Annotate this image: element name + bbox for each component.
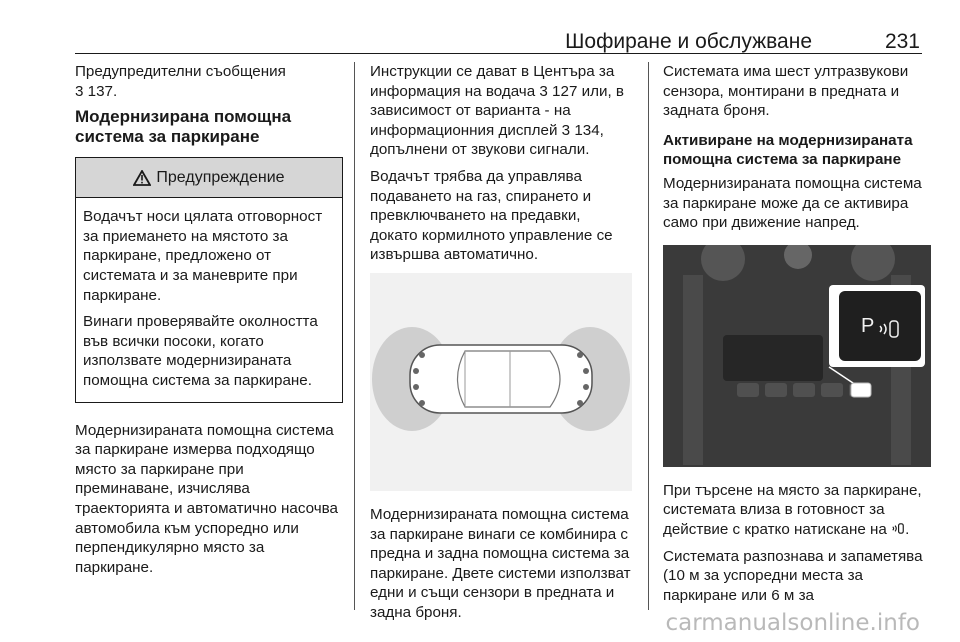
paragraph-text: При търсене на място за паркиране, системата влиза в готовност за действие с кратко натискане на — [663, 481, 922, 538]
heading-line-1: Активиране на модернизираната — [663, 131, 913, 149]
column-2 — [370, 62, 632, 630]
column-divider — [648, 62, 649, 610]
heading-line-2: система за паркиране — [75, 127, 260, 147]
subsection-heading — [663, 131, 931, 170]
heading-line-1: Модернизирана помощна — [75, 107, 292, 127]
page-number: 231 — [884, 30, 920, 53]
body-paragraph: Модернизираната помощна система за паркиране може да се активира само при движение напред. — [663, 174, 922, 232]
warning-triangle-icon — [133, 170, 151, 186]
warning-header — [76, 158, 342, 198]
warning-box — [75, 157, 343, 402]
warning-title: Предупреждение — [156, 168, 285, 186]
warning-body — [76, 198, 342, 401]
body-paragraph: Системата разпознава и запаметява (10 м за успоредни места за паркиране или 6 м за — [663, 547, 923, 604]
center-console-image — [663, 245, 931, 467]
body-paragraph: Водачът трябва да управлява подаването на газ, спирането и превключването на предавки, докато кормилното управление се извършва автоматично. — [370, 167, 613, 264]
body-paragraph: Модернизираната помощна система за паркиране измерва подходящо място за паркиране при преминаване, изчислява траекторията и автоматично насочва автомобила към успоредно или перпендикулярно място за паркиране. — [75, 421, 338, 576]
column-3 — [663, 62, 931, 612]
chapter-title: Шофиране и обслужване — [565, 30, 812, 53]
intro-line: Предупредителни съобщения — [75, 63, 286, 80]
intro-text — [75, 62, 343, 101]
car-top-view-image — [370, 273, 632, 491]
parking-button-label: P — [861, 314, 875, 337]
watermark: carmanualsonline.info — [665, 610, 920, 636]
body-paragraph: Системата има шест ултразвукови сензора, монтирани в предната и задната броня. — [663, 63, 909, 120]
paragraph-end: . — [905, 520, 910, 538]
warning-paragraph: Водачът носи цялата отговорност за приемането на мястото за паркиране, предложено от системата и за маневрите при паркиране. — [83, 208, 323, 304]
parking-assist-icon — [891, 522, 905, 535]
body-paragraph: Модернизираната помощна система за паркиране винаги се комбинира с предна и задна помощна система за паркиране. Двете системи използват едни и същи сензори в предната и задна броня. — [370, 505, 631, 621]
body-paragraph: Инструкции се дават в Центъра за информация на водача 3 127 или, в зависимост от варианта - на информационния дисплей 3 134, допълнени от звукови сигнали. — [370, 63, 624, 159]
section-heading — [75, 107, 343, 147]
console-button-photo — [663, 245, 931, 467]
page-header — [75, 28, 922, 54]
warning-paragraph: Винаги проверявайте околността във всички посоки, когато използвате модернизираната помощна система за паркиране. — [83, 313, 318, 389]
car-sensor-illustration — [370, 273, 632, 491]
heading-line-2: помощна система за паркиране — [663, 151, 902, 169]
column-divider — [354, 62, 355, 610]
page-reference: 3 137. — [75, 82, 118, 100]
parking-assist-icon — [877, 317, 901, 341]
body-paragraph — [663, 481, 931, 540]
column-1 — [75, 62, 343, 584]
